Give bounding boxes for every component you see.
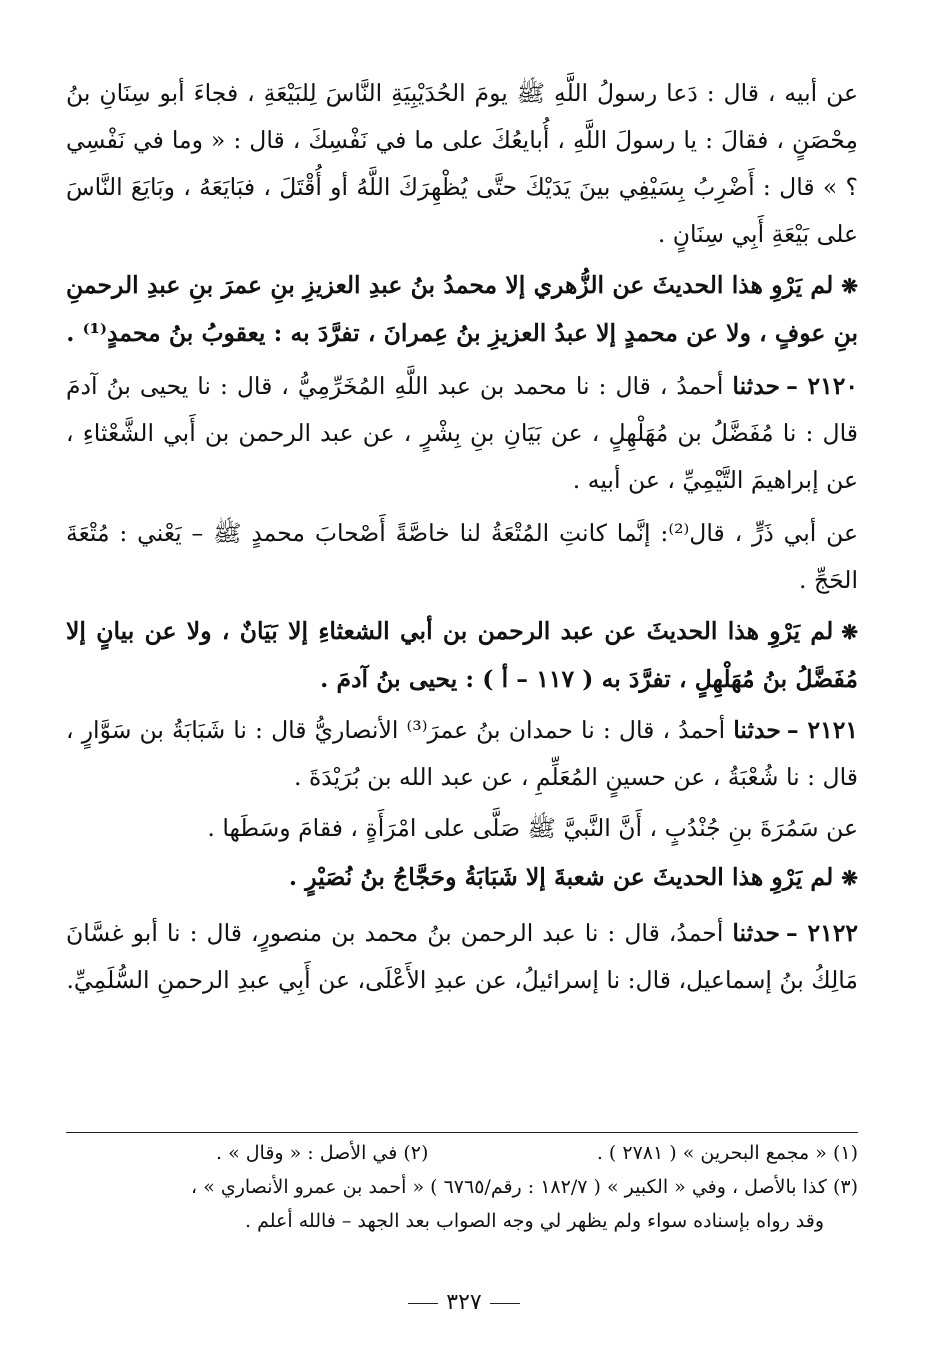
note-text: لم يَرْوِ هذا الحديثَ عن الزُّهري إلا محمدُ بنُ عبدِ العزيزِ بنِ عمرَ بنِ عبدِ الرحمنِ بنِ عوفٍ ، ولا عن محمدٍ إلا عبدُ العزيزِ بنُ عِمرانَ ، تفرَّدَ به : يعقوبُ بنُ محمدٍ⁽¹⁾ .: [66, 271, 858, 347]
hadith-text-paragraph: [66, 805, 858, 852]
hadith-number: ٢١٢٢ –: [786, 919, 858, 947]
hadith-lead: حدثنا: [732, 919, 781, 947]
footnote-3-line-1: (٣) كذا بالأصل ، وفي « الكبير » ( ١٨٢/٧ : رقم/٦٧٦٥ ) « أحمد بن عمرو الأنصاري » ،: [191, 1176, 858, 1198]
commentary-note: [66, 854, 858, 902]
footnotes: [66, 1136, 858, 1238]
isnad-text: أحمدُ ، قال : نا محمد بن عبد اللَّهِ المُخَرِّمِيُّ ، قال : نا يحيى بنُ آدمَ قال : نا مُفَضَّلُ بن مُهَلْهِلٍ ، عن بَيَانِ بنِ بِشْرٍ ، عن عبد الرحمن بن أَبي الشَّعْثاءِ ، عن إبراهيمَ التَّيْمِيِّ ، عن أبيه .: [66, 372, 858, 494]
footnote-2: (٢) في الأصل : « وقال » .: [216, 1142, 429, 1164]
note-text: لم يَرْوِ هذا الحديثَ عن شعبةَ إلا شَبَابَةُ وحَجَّاجُ بنُ نُصَيْرٍ .: [288, 863, 834, 891]
commentary-note: [66, 262, 858, 357]
star-icon: ❋: [841, 274, 858, 298]
dash-right: [408, 1303, 438, 1304]
paragraph-text: عن أبيه ، قال : دَعا رسولُ اللَّهِ ﷺ يومَ الحُدَيْبِيَةِ النَّاسَ لِلبَيْعَةِ ، فجاءَ أبو سِنَانِ بنُ مِحْصَنٍ ، فقالَ : يا رسولَ اللَّهِ ، أُبايعُكَ على ما في نَفْسِكَ ، قال : « وما في نَفْسِي ؟ » قال : أَضْرِبُ بِسَيْفِي بينَ يَدَيْكَ حتَّى يُظْهِرَكَ اللَّهُ أو أُقْتَلَ ، فبَايَعَهُ ، وبَايَعَ النَّاسَ على بَيْعَةِ أَبِي سِنَانٍ .: [66, 79, 858, 248]
hadith-text-paragraph: [66, 510, 858, 604]
isnad-text: أحمدُ، قال : نا عبد الرحمن بنُ محمد بن منصورٍ، قال : نا أبو غسَّانَ مَالِكُ بنُ إسماعيل، قال: نا إسرائيلُ، عن عبدِ الأَعْلَى، عن أَبِي عبدِ الرحمنِ السُّلَمِيِّ.: [66, 919, 858, 994]
footnote-divider: [66, 1132, 858, 1133]
note-text: لم يَرْوِ هذا الحديثَ عن عبد الرحمن بن أبي الشعثاءِ إلا بَيَانٌ ، ولا عن بيانٍ إلا مُفَضَّلُ بنُ مُهَلْهِلٍ ، تفرَّدَ به ( ١١٧ – أ ) : يحيى بنُ آدمَ .: [66, 617, 858, 693]
isnad-text: أحمدُ ، قال : نا حمدان بنُ عمرَ⁽³⁾ الأنصاريُّ قال : نا شَبَابَةُ بن سَوَّارٍ ، قال : نا شُعْبَةُ ، عن حسينٍ المُعَلِّمِ ، عن عبد الله بن بُرَيْدَةَ .: [66, 716, 858, 791]
hadith-entry-2120: [66, 363, 858, 504]
star-icon: ❋: [841, 866, 858, 890]
dash-left: [490, 1303, 520, 1304]
hadith-text-paragraph: [66, 70, 858, 258]
commentary-note: [66, 608, 858, 703]
hadith-number: ٢١٢٠ –: [786, 372, 858, 400]
page-number: [0, 1290, 928, 1315]
hadith-number: ٢١٢١ –: [786, 716, 858, 744]
footnote-3-line-2: وقد رواه بإسناده سواء ولم يظهر لي وجه الصواب بعد الجهد – فالله أعلم .: [245, 1210, 824, 1232]
hadith-lead: حدثنا: [733, 716, 781, 744]
paragraph-text: عن سَمُرَةَ بنِ جُنْدُبٍ ، أَنَّ النَّبيَّ ﷺ صَلَّى على امْرَأَةٍ ، فقامَ وسَطَها .: [207, 814, 858, 842]
footnote-1: (١) « مجمع البحرين » ( ٢٧٨١ ) .: [596, 1142, 858, 1164]
footnote-row: [66, 1136, 858, 1170]
hadith-lead: حدثنا: [732, 372, 781, 400]
page-number-value: ٣٢٧: [446, 1290, 482, 1315]
paragraph-text: عن أبي ذَرٍّ ، قال⁽²⁾: إنَّما كانتِ المُتْعَةُ لنا خاصَّةً أَصْحابَ محمدٍ ﷺ – يَعْني : مُتْعَةَ الحَجِّ .: [66, 519, 858, 594]
hadith-entry-2121: [66, 707, 858, 801]
star-icon: ❋: [841, 620, 858, 644]
hadith-entry-2122: [66, 910, 858, 1004]
